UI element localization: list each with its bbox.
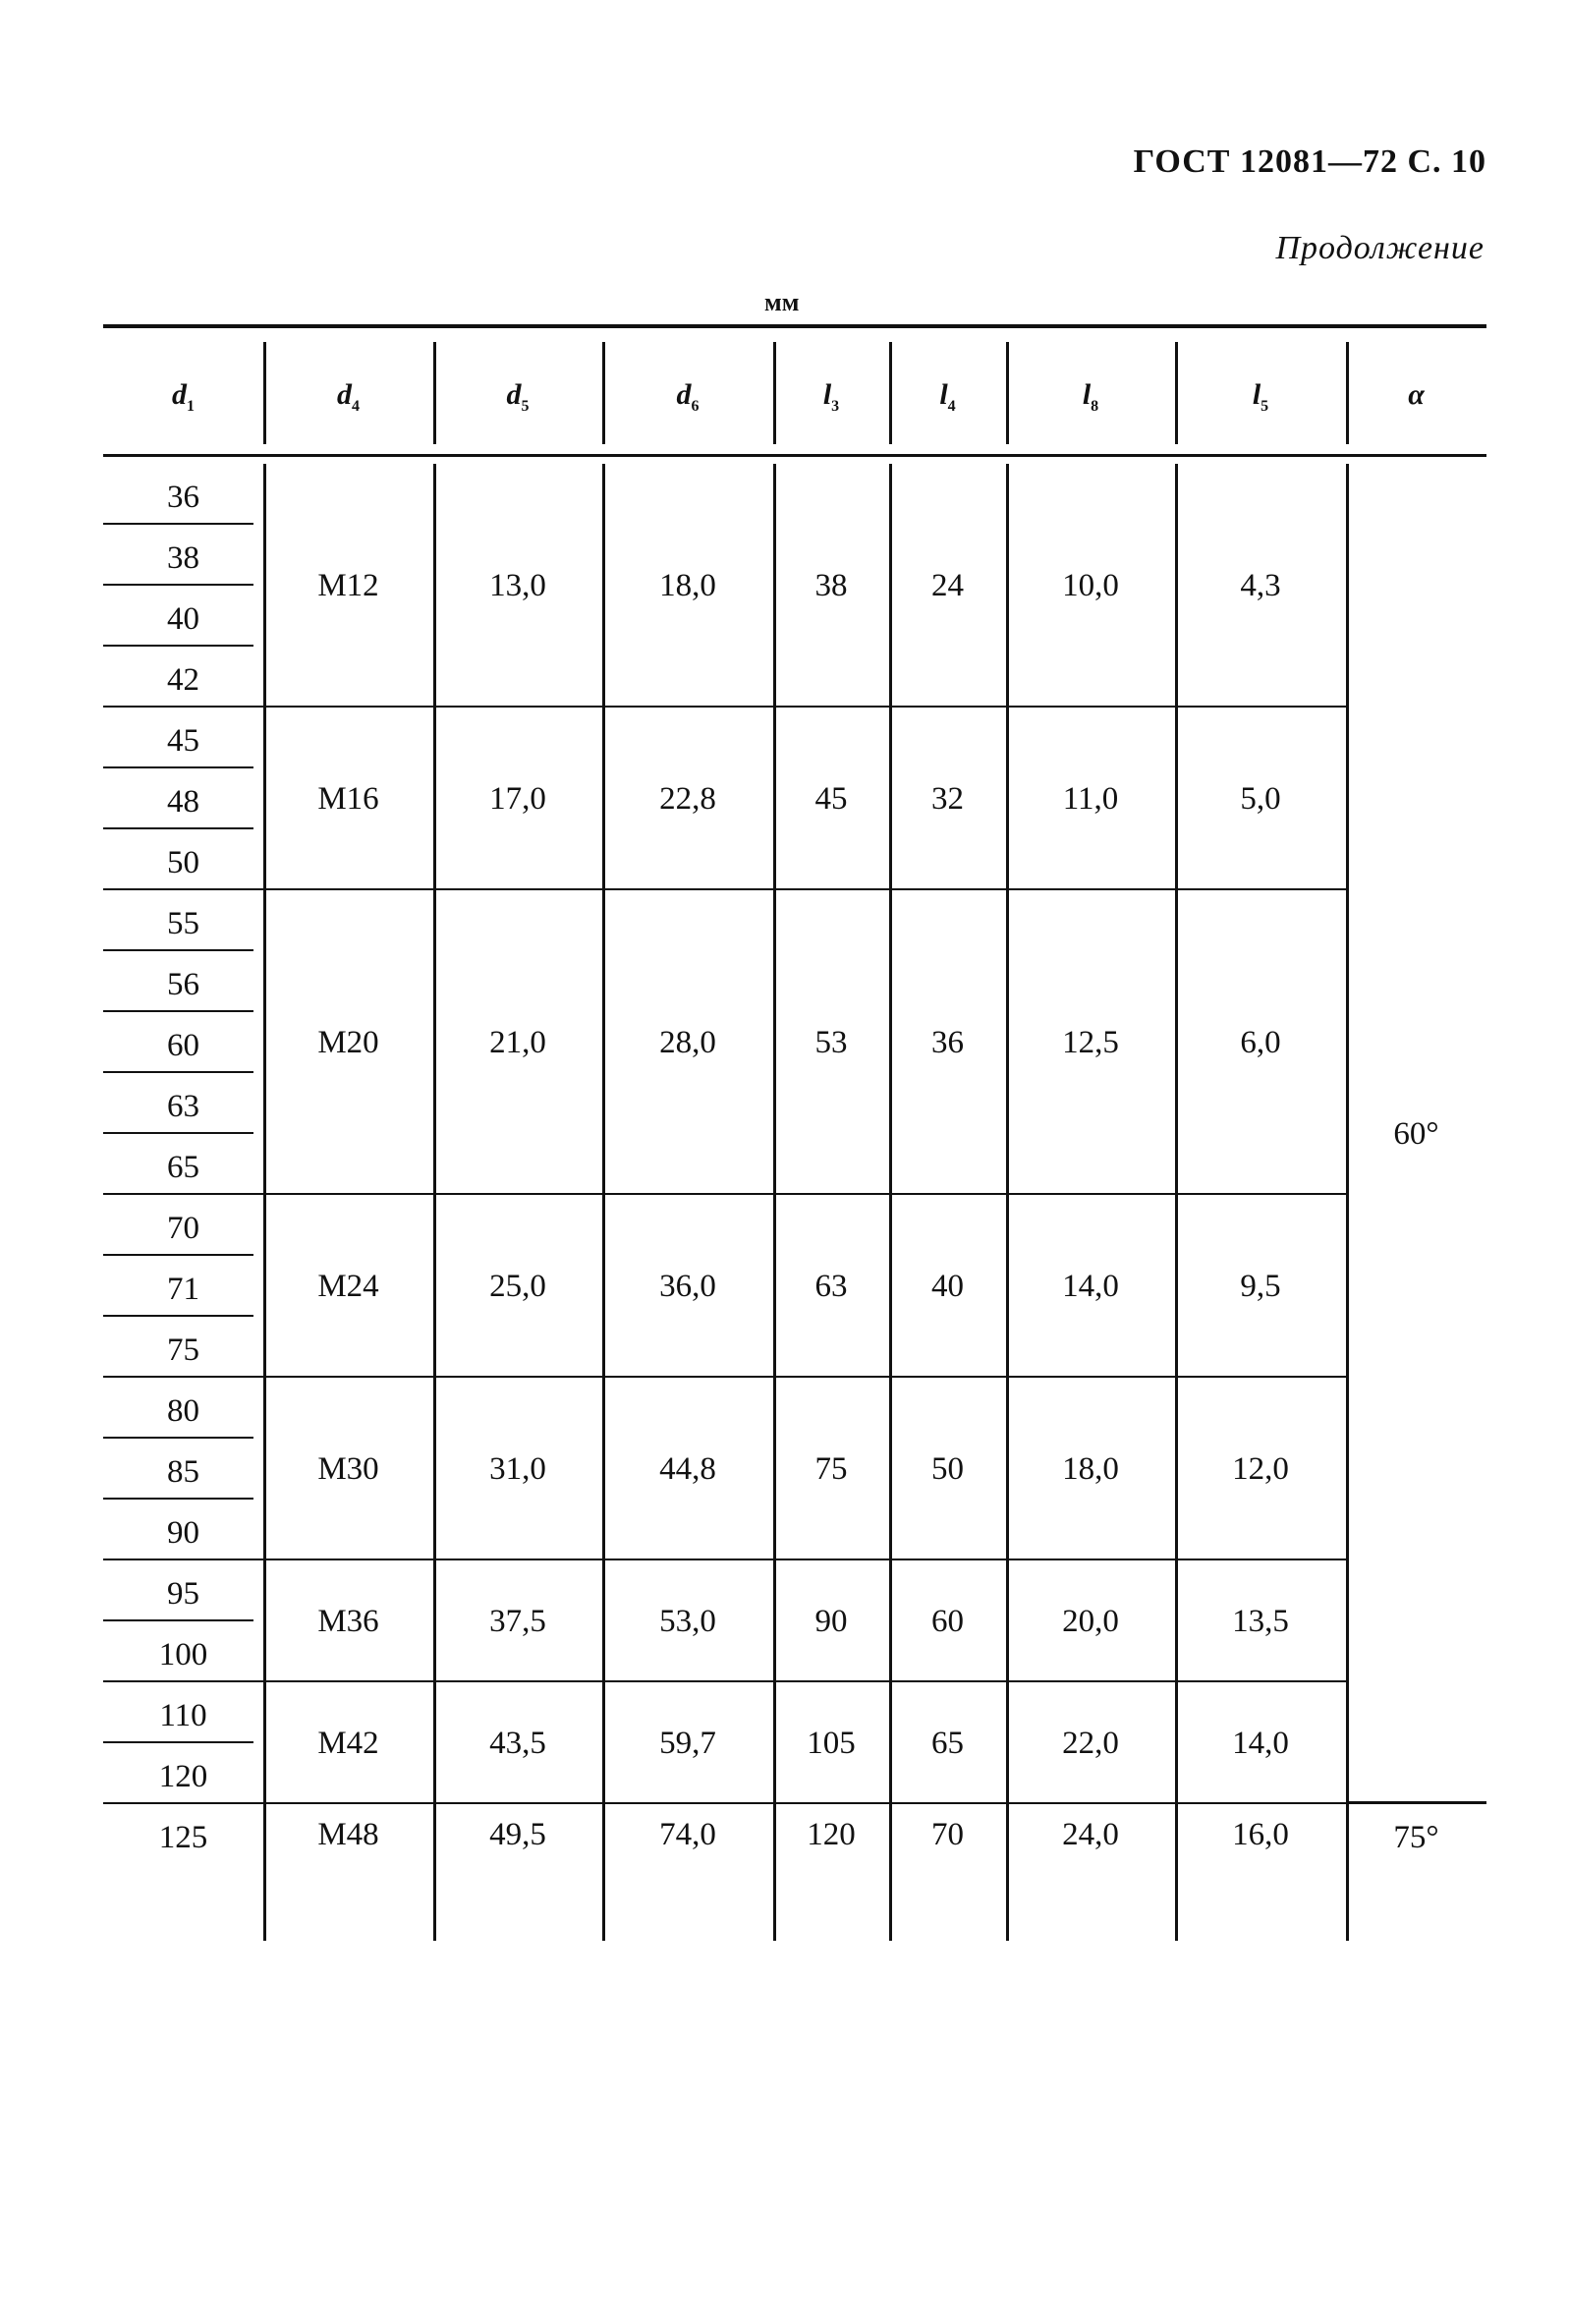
d4-value: М48	[317, 1817, 379, 1852]
column-header-symbol: d	[676, 378, 692, 411]
l3-value: 105	[807, 1726, 856, 1761]
column-separator	[889, 464, 892, 1941]
d1-value: 36	[167, 480, 199, 515]
l4-value: 24	[931, 568, 964, 603]
d1-row-rule	[103, 645, 253, 647]
group-rule	[103, 1680, 1346, 1682]
group-rule	[103, 1193, 1346, 1195]
d1-value: 90	[167, 1515, 199, 1551]
column-header-symbol: d	[172, 378, 187, 411]
l4-value: 65	[931, 1726, 964, 1761]
d1-row-rule	[103, 1741, 253, 1743]
alpha-value: 60°	[1393, 1116, 1439, 1152]
l4-value: 32	[931, 781, 964, 817]
d5-value: 43,5	[489, 1726, 546, 1761]
l4-value: 50	[931, 1451, 964, 1487]
d1-value: 100	[158, 1637, 208, 1672]
d5-value: 37,5	[489, 1604, 546, 1639]
d1-value: 42	[167, 662, 199, 698]
l8-value: 18,0	[1062, 1451, 1119, 1487]
l5-value: 16,0	[1232, 1817, 1289, 1852]
column-header-symbol: l	[822, 378, 832, 411]
d1-value: 70	[167, 1211, 199, 1246]
l8-value: 11,0	[1062, 781, 1119, 817]
d5-value: 21,0	[489, 1025, 546, 1060]
l5-value: 9,5	[1240, 1269, 1281, 1304]
column-header	[1175, 378, 1346, 416]
l3-value: 53	[814, 1025, 848, 1060]
d1-row-rule	[103, 1437, 253, 1439]
l8-value: 24,0	[1062, 1817, 1119, 1852]
l3-value: 63	[814, 1269, 848, 1304]
d6-value: 28,0	[659, 1025, 716, 1060]
column-separator	[1175, 464, 1178, 1941]
header-column-separator	[1175, 342, 1178, 444]
l3-value: 45	[814, 781, 848, 817]
column-header	[773, 378, 889, 416]
d1-row-rule	[103, 1498, 253, 1500]
column-header-symbol: d	[337, 378, 352, 411]
d1-value: 38	[167, 540, 199, 576]
column-header	[433, 378, 602, 416]
d6-value: 22,8	[659, 781, 716, 817]
d4-value: М20	[317, 1025, 379, 1060]
l4-value: 40	[931, 1269, 964, 1304]
group-rule	[103, 888, 1346, 890]
d5-value: 17,0	[489, 781, 546, 817]
column-header	[602, 378, 773, 416]
d1-row-rule	[103, 584, 253, 586]
d1-value: 56	[167, 967, 199, 1002]
column-separator	[1006, 464, 1009, 1941]
column-header-symbol: α	[1408, 378, 1425, 411]
d1-value: 65	[167, 1150, 199, 1185]
header-column-separator	[773, 342, 776, 444]
d1-value: 60	[167, 1028, 199, 1063]
d4-value: М12	[317, 568, 379, 603]
column-header-subscript: 3	[831, 398, 840, 415]
d1-value: 71	[167, 1272, 199, 1307]
column-separator	[263, 464, 266, 1941]
d1-value: 110	[159, 1698, 207, 1733]
column-header-symbol: d	[506, 378, 522, 411]
header-column-separator	[1006, 342, 1009, 444]
l8-value: 20,0	[1062, 1604, 1119, 1639]
l3-value: 120	[807, 1817, 856, 1852]
d1-row-rule	[103, 1254, 253, 1256]
d4-value: М30	[317, 1451, 379, 1487]
d1-row-rule	[103, 1010, 253, 1012]
d4-value: М24	[317, 1269, 379, 1304]
column-separator	[433, 464, 436, 1941]
d4-value: М16	[317, 781, 379, 817]
l4-value: 36	[931, 1025, 964, 1060]
header-column-separator	[433, 342, 436, 444]
l8-value: 22,0	[1062, 1726, 1119, 1761]
column-separator	[1346, 464, 1349, 1941]
column-header-symbol: l	[1082, 378, 1092, 411]
column-header	[1006, 378, 1175, 416]
d1-row-rule	[103, 1315, 253, 1317]
d1-row-rule	[103, 949, 253, 951]
l8-value: 12,5	[1062, 1025, 1119, 1060]
header-column-separator	[263, 342, 266, 444]
l5-value: 6,0	[1240, 1025, 1281, 1060]
d5-value: 25,0	[489, 1269, 546, 1304]
d4-value: М36	[317, 1604, 379, 1639]
column-header	[263, 378, 433, 416]
d1-value: 80	[167, 1393, 199, 1429]
d1-value: 85	[167, 1454, 199, 1490]
continuation-label: Продолжение	[1275, 230, 1485, 266]
l4-value: 60	[931, 1604, 964, 1639]
column-header	[103, 378, 263, 416]
alpha-value: 75°	[1393, 1820, 1439, 1855]
column-header-subscript: 5	[1261, 398, 1269, 415]
l5-value: 12,0	[1232, 1451, 1289, 1487]
d1-value: 75	[167, 1332, 199, 1368]
d6-value: 59,7	[659, 1726, 716, 1761]
l3-value: 38	[814, 568, 848, 603]
d5-value: 49,5	[489, 1817, 546, 1852]
group-rule	[103, 1559, 1346, 1560]
d1-row-rule	[103, 523, 253, 525]
l3-value: 90	[814, 1604, 848, 1639]
l5-value: 5,0	[1240, 781, 1281, 817]
d1-value: 120	[158, 1759, 208, 1794]
header-bottom-rule	[103, 454, 1486, 457]
d5-value: 31,0	[489, 1451, 546, 1487]
l3-value: 75	[814, 1451, 848, 1487]
column-header-subscript: 5	[521, 398, 530, 415]
d1-value: 40	[167, 601, 199, 637]
d1-row-rule	[103, 827, 253, 829]
header-column-separator	[602, 342, 605, 444]
column-header	[889, 378, 1006, 416]
column-header-subscript: 4	[352, 398, 360, 415]
page-reference: ГОСТ 12081—72 С. 10	[1133, 143, 1486, 180]
d6-value: 74,0	[659, 1817, 716, 1852]
d1-value: 63	[167, 1089, 199, 1124]
d6-value: 44,8	[659, 1451, 716, 1487]
column-header-subscript: 4	[947, 398, 956, 415]
header-column-separator	[889, 342, 892, 444]
column-header-subscript: 6	[691, 398, 700, 415]
group-rule	[103, 1802, 1346, 1804]
l5-value: 13,5	[1232, 1604, 1289, 1639]
l5-value: 4,3	[1240, 568, 1281, 603]
d1-value: 48	[167, 784, 199, 820]
column-header	[1346, 378, 1486, 412]
l8-value: 10,0	[1062, 568, 1119, 603]
d6-value: 36,0	[659, 1269, 716, 1304]
column-separator	[602, 464, 605, 1941]
d6-value: 53,0	[659, 1604, 716, 1639]
d1-value: 55	[167, 906, 199, 941]
table-top-rule	[103, 324, 1486, 328]
d1-value: 125	[158, 1820, 208, 1855]
l4-value: 70	[931, 1817, 964, 1852]
column-header-symbol: l	[939, 378, 948, 411]
group-rule	[103, 706, 1346, 708]
header-column-separator	[1346, 342, 1349, 444]
units-label: мм	[764, 288, 800, 316]
d1-value: 95	[167, 1576, 199, 1612]
group-rule	[103, 1376, 1346, 1378]
d4-value: М42	[317, 1726, 379, 1761]
column-header-subscript: 1	[187, 398, 195, 415]
column-separator	[773, 464, 776, 1941]
l5-value: 14,0	[1232, 1726, 1289, 1761]
alpha-rule	[1346, 1801, 1486, 1804]
d1-value: 50	[167, 845, 199, 880]
l8-value: 14,0	[1062, 1269, 1119, 1304]
d1-row-rule	[103, 766, 253, 768]
d5-value: 13,0	[489, 568, 546, 603]
d6-value: 18,0	[659, 568, 716, 603]
column-header-symbol: l	[1252, 378, 1261, 411]
d1-value: 45	[167, 723, 199, 759]
d1-row-rule	[103, 1619, 253, 1621]
d1-row-rule	[103, 1132, 253, 1134]
d1-row-rule	[103, 1071, 253, 1073]
column-header-subscript: 8	[1091, 398, 1099, 415]
